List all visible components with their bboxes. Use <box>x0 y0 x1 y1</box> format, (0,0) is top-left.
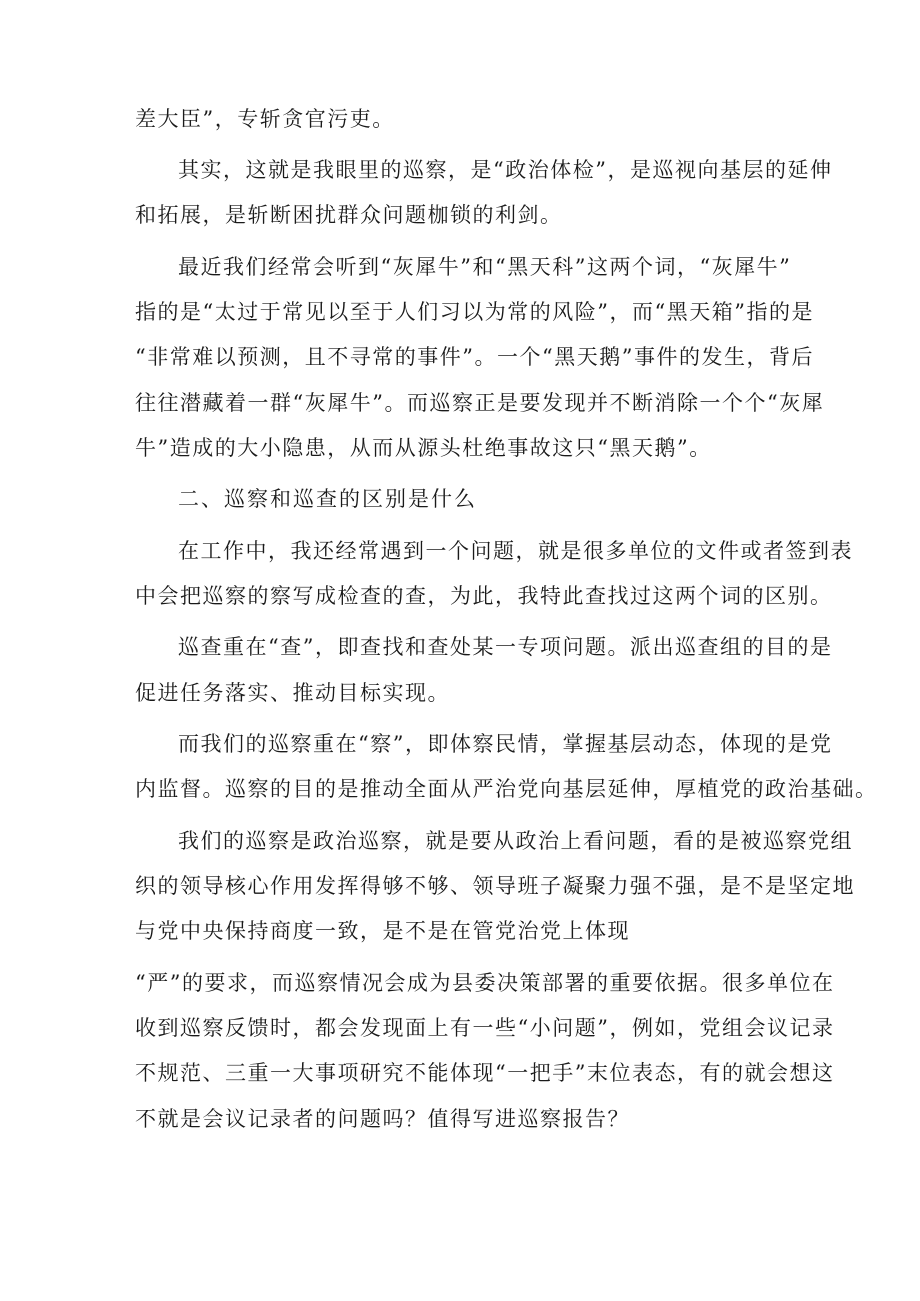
text-line: 促进任务落实、推动目标实现。 <box>135 681 450 705</box>
text-line: 中会把巡察的察写成检查的查，为此，我特此查找过这两个词的区别。 <box>135 584 833 608</box>
text-line: 不就是会议记录者的问题吗？值得写进巡察报告？ <box>135 1107 630 1131</box>
text-line: 往往潜藏着一群“灰犀牛”。而巡察正是要发现并不断消除一个个“灰犀 <box>135 391 825 415</box>
paragraph-first-line: 巡查重在“查”，即查找和查处某一专项问题。派出巡查组的目的是 <box>178 635 833 659</box>
paragraph-first-line: 其实，这就是我眼里的巡察，是“政治体检”，是巡视向基层的延伸 <box>178 158 833 182</box>
section-heading: 二、巡察和巡查的区别是什么 <box>178 487 477 511</box>
text-line: “非常难以预测，且不寻常的事件”。一个“黑天鹅”事件的发生，背后 <box>135 345 814 369</box>
paragraph-first-line: 而我们的巡察重在“察”，即体察民情，掌握基层动态，体现的是党 <box>178 732 833 756</box>
text-line: 牛”造成的大小隐患，从而从源头杜绝事故这只“黑天鹅”。 <box>135 436 712 460</box>
text-line: 不规范、三重一大事项研究不能体现“一把手”末位表态，有的就会想这 <box>135 1061 835 1085</box>
paragraph-first-line: 我们的巡察是政治巡察，就是要从政治上看问题，看的是被巡察党组 <box>178 829 853 853</box>
text-line: 内监督。巡察的目的是推动全面从严治党向基层延伸，厚植党的政治基础。 <box>135 777 878 801</box>
text-line: 指的是“太过于常见以至于人们习以为常的风险”，而“黑天箱”指的是 <box>135 300 814 324</box>
text-line: 和拓展，是斩断困扰群众问题枷锁的利剑。 <box>135 203 563 227</box>
text-line: 与党中央保持商度一致，是不是在管党治党上体现 <box>135 919 630 943</box>
text-line: 织的领导核心作用发挥得够不够、领导班子凝聚力强不强，是不是坚定地 <box>135 874 855 898</box>
text-line: “严”的要求，而巡察情况会成为县委决策部署的重要依据。很多单位在 <box>135 971 835 995</box>
text-line: 收到巡察反馈时，都会发现面上有一些“小问题”，例如，党组会议记录 <box>135 1016 835 1040</box>
paragraph-first-line: 最近我们经常会听到“灰犀牛”和“黑天科”这两个词，“灰犀牛” <box>178 255 792 279</box>
paragraph-first-line: 在工作中，我还经常遇到一个问题，就是很多单位的文件或者签到表 <box>178 539 853 563</box>
text-line: 差大臣”，专斩贪官污吏。 <box>135 107 395 131</box>
